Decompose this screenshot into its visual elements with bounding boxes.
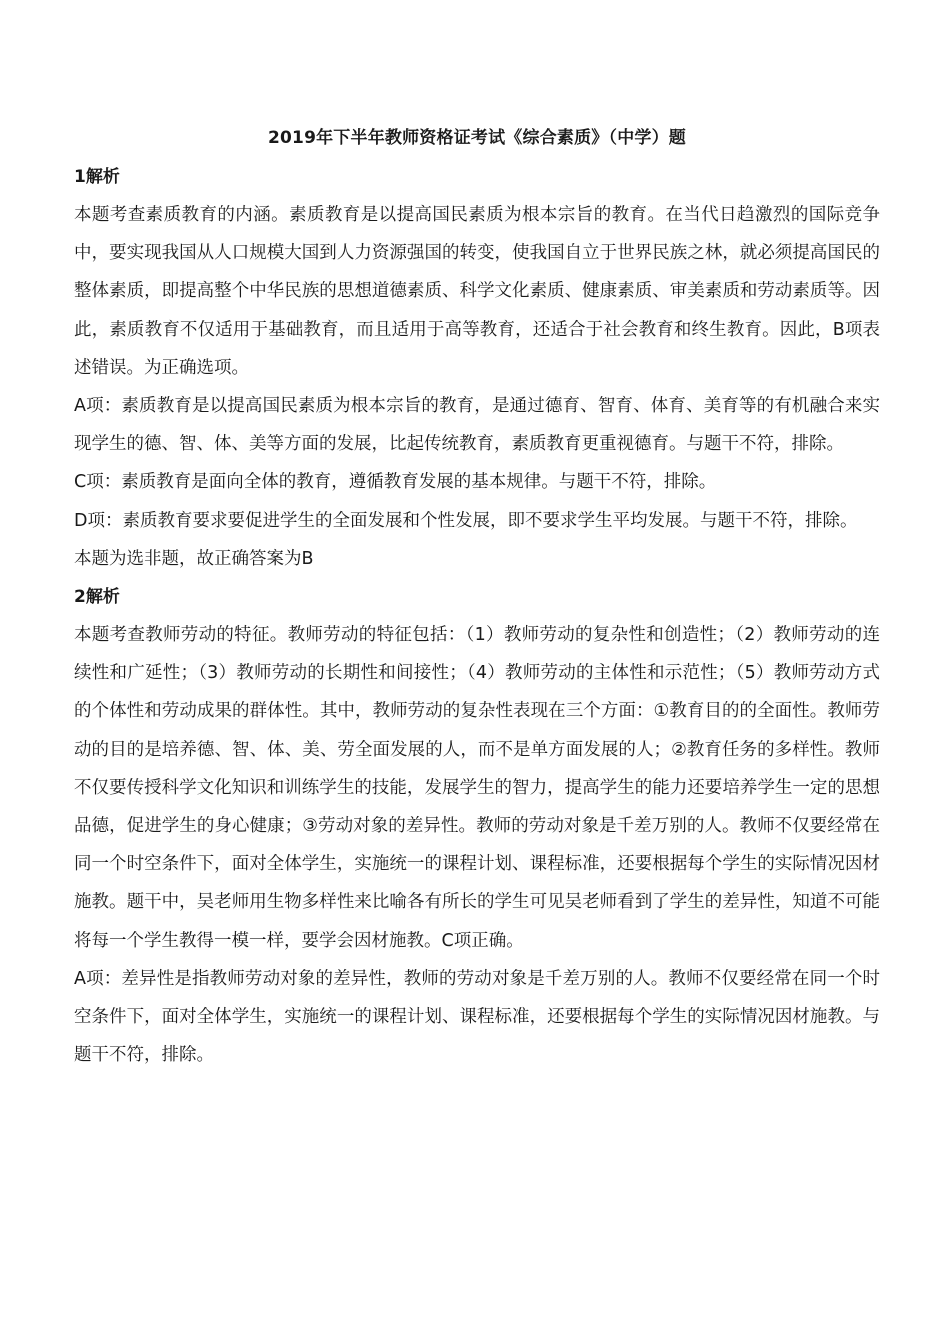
paragraph: 本题考查素质教育的内涵。素质教育是以提高国民素质为根本宗旨的教育。在当代日趋激烈的国际竞争中，要实现我国从人口规模大国到人力资源强国的转变，使我国自立于世界民族之林，就必须提高国民的整体素质，即提高整个中华民族的思想道德素质、科学文化素质、健康素质、审美素质和劳动素质等。因此，素质教育不仅适用于基础教育，而且适用于高等教育，还适合于社会教育和终生教育。因此，B项表述错误。为正确选项。 [74,205,880,378]
section-heading: 2解析 [74,587,120,608]
document-page [74,118,880,1074]
paragraph: 本题考查教师劳动的特征。教师劳动的特征包括：（1）教师劳动的复杂性和创造性；（2）教师劳动的连续性和广延性；（3）教师劳动的长期性和间接性；（4）教师劳动的主体性和示范性；（5）教师劳动方式的个体性和劳动成果的群体性。其中，教师劳动的复杂性表现在三个方面：①教育目的的全面性。教师劳动的目的是培养德、智、体、美、劳全面发展的人，而不是单方面发展的人；②教育任务的多样性。教师不仅要传授科学文化知识和训练学生的技能，发展学生的智力，提高学生的能力还要培养学生一定的思想品德，促进学生的身心健康；③劳动对象的差异性。教师的劳动对象是千差万别的人。教师不仅要经常在同一个时空条件下，面对全体学生，实施统一的课程计划、课程标准，还要根据每个学生的实际情况因材施教。题干中，吴老师用生物多样性来比喻各有所长的学生可见吴老师看到了学生的差异性，知道不可能将每一个学生教得一模一样，要学会因材施教。C项正确。 [74,625,880,951]
paragraph: 本题为选非题，故正确答案为B [74,548,314,569]
paragraph: D项：素质教育要求要促进学生的全面发展和个性发展，即不要求学生平均发展。与题干不符，排除。 [74,510,858,531]
section-2 [74,578,880,1074]
paragraph: A项：差异性是指教师劳动对象的差异性，教师的劳动对象是千差万别的人。教师不仅要经常在同一个时空条件下，面对全体学生，实施统一的课程计划、课程标准，还要根据每个学生的实际情况因材施教。与题干不符，排除。 [74,968,880,1066]
paragraph: C项：素质教育是面向全体的教育，遵循教育发展的基本规律。与题干不符，排除。 [74,472,717,493]
section-1 [74,158,880,578]
paragraph: A项：素质教育是以提高国民素质为根本宗旨的教育，是通过德育、智育、体育、美育等的有机融合来实现学生的德、智、体、美等方面的发展，比起传统教育，素质教育更重视德育。与题干不符，排除。 [74,396,880,455]
section-heading: 1解析 [74,167,120,187]
document-title: 2019年下半年教师资格证考试《综合素质》（中学）题 [267,128,686,148]
